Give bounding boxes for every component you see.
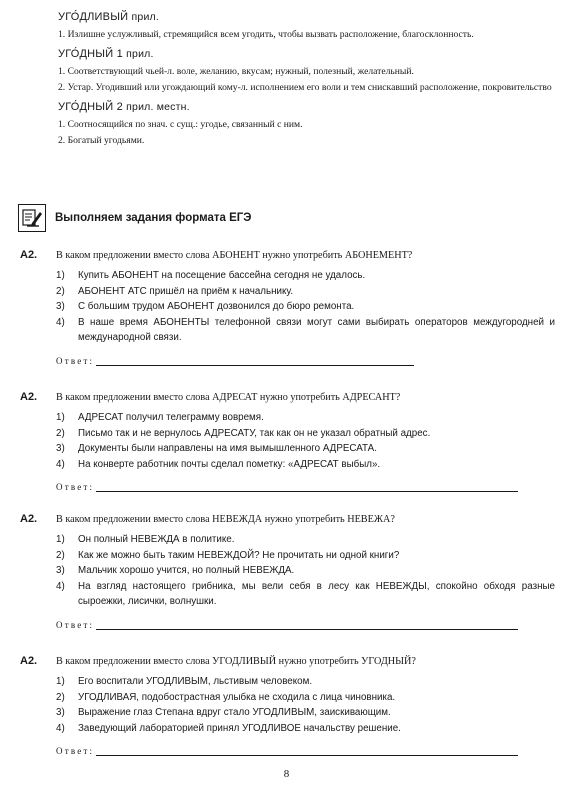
- option-number: 4): [56, 722, 65, 734]
- answer-options: [20, 410, 555, 472]
- answer-option: [56, 548, 555, 564]
- answer-label: Ответ:: [56, 619, 95, 630]
- answer-blank[interactable]: [96, 745, 518, 756]
- option-number: 4): [56, 316, 65, 328]
- option-number: 1): [56, 270, 65, 281]
- option-number: 3): [56, 565, 65, 576]
- task-question: В каком предложении вместо слова УГОДЛИВЫЙ нужно употребить УГОДНЫЙ?: [56, 656, 416, 667]
- answer-option: [56, 268, 555, 284]
- entry-headword: [58, 47, 556, 61]
- entry-sense: 1. Соотносящийся по знач. с сущ.: угодье, связанный с ним.: [58, 119, 303, 130]
- option-number: 2): [56, 691, 65, 703]
- answer-option: [56, 532, 555, 548]
- task-item: [20, 391, 555, 492]
- answer-label: Ответ:: [56, 355, 95, 366]
- answer-option: [56, 579, 555, 610]
- option-number: 3): [56, 443, 65, 454]
- headword-text: УГО́ДНЫЙ 1: [58, 48, 123, 60]
- option-text: Он полный НЕВЕЖДА в политике.: [78, 534, 235, 545]
- option-text: Заведующий лабораторией принял УГОДЛИВОЕ начальству решение.: [78, 722, 401, 734]
- answer-option: [56, 410, 555, 426]
- answer-line: [20, 742, 555, 756]
- option-text: Купить АБОНЕНТ на посещение бассейна сегодня не удалось.: [78, 270, 366, 281]
- answer-option: [56, 674, 555, 690]
- answer-option: [56, 299, 555, 315]
- task-number: А2.: [20, 513, 38, 525]
- answer-option: [56, 284, 555, 300]
- answer-line: [20, 352, 555, 366]
- answer-options: [20, 674, 555, 736]
- option-number: 1): [56, 412, 65, 423]
- option-text: В наше время АБОНЕНТЫ телефонной связи могут сами выбирать операторов междугородней и международной связи.: [78, 316, 555, 343]
- dictionary-entry: [36, 10, 556, 41]
- part-of-speech: прил.: [126, 48, 154, 60]
- answer-line: [20, 478, 555, 492]
- option-text: На конверте работник почты сделал пометку: «АДРЕСАТ выбыл».: [78, 458, 381, 470]
- option-text: УГОДЛИВАЯ, подобострастная улыбка не сходила с лица чиновника.: [78, 691, 396, 703]
- answer-option: [56, 441, 555, 457]
- answer-options: [20, 268, 555, 346]
- task-question: В каком предложении вместо слова АДРЕСАТ нужно употребить АДРЕСАНТ?: [56, 392, 401, 403]
- answer-label: Ответ:: [56, 746, 95, 756]
- option-text: Как же можно быть таким НЕВЕЖДОЙ? Не прочитать ни одной книги?: [78, 549, 400, 561]
- task-number: А2.: [20, 249, 38, 261]
- option-number: 4): [56, 580, 65, 592]
- answer-options: [20, 532, 555, 610]
- task-item: [20, 249, 555, 366]
- part-of-speech: прил.: [131, 11, 159, 23]
- dictionary-entry: [36, 100, 556, 147]
- answer-option: [56, 705, 555, 721]
- answer-option: [56, 426, 555, 442]
- dictionary-entries: [36, 10, 556, 153]
- task-header: [20, 249, 555, 265]
- option-text: Документы были направлены на имя вымышленного АДРЕСАТА.: [78, 443, 377, 454]
- task-header: [20, 655, 555, 671]
- answer-blank[interactable]: [96, 355, 414, 366]
- task-header: [20, 391, 555, 407]
- option-number: 3): [56, 301, 65, 312]
- part-of-speech: прил. местн.: [126, 101, 190, 113]
- answer-option: [56, 563, 555, 579]
- answer-option: [56, 315, 555, 346]
- answer-label: Ответ:: [56, 482, 95, 492]
- option-text: Мальчик хорошо учится, но полный НЕВЕЖДА.: [78, 565, 295, 576]
- option-text: АДРЕСАТ получил телеграмму вовремя.: [78, 412, 264, 423]
- dictionary-entry: [36, 47, 556, 94]
- task-item: [20, 655, 555, 756]
- option-number: 1): [56, 534, 65, 545]
- entry-headword: [58, 10, 556, 24]
- task-header: [20, 513, 555, 529]
- section-title: Выполняем задания формата ЕГЭ: [55, 212, 252, 224]
- headword-text: УГО́ДЛИВЫЙ: [58, 11, 129, 23]
- answer-blank[interactable]: [96, 619, 518, 630]
- answer-option: [56, 457, 555, 473]
- option-number: 4): [56, 458, 65, 470]
- answer-option: [56, 690, 555, 706]
- option-text: На взгляд настоящего грибника, мы вели себя в лесу как НЕВЕЖДЫ, спокойно обходя разные сыроежки, лисички, волнушки.: [78, 580, 555, 607]
- task-item: [20, 513, 555, 630]
- entry-headword: [58, 100, 556, 114]
- option-text: С большим трудом АБОНЕНТ дозвонился до бюро ремонта.: [78, 301, 355, 312]
- entry-sense: 1. Соответствующий чьей-л. воле, желанию, вкусам; нужный, полезный, желательный.: [58, 66, 414, 77]
- option-text: Письмо так и не вернулось АДРЕСАТУ, так как он не указал обратный адрес.: [78, 427, 431, 439]
- entry-sense: 2. Богатый угодьями.: [58, 135, 145, 146]
- pen-paper-icon: [18, 204, 46, 232]
- option-text: Выражение глаз Степана вдруг стало УГОДЛИВЫМ, заискивающим.: [78, 707, 391, 718]
- answer-option: [56, 721, 555, 737]
- task-question: В каком предложении вместо слова НЕВЕЖДА нужно употребить НЕВЕЖА?: [56, 514, 395, 525]
- page-number: 8: [283, 768, 290, 780]
- option-number: 2): [56, 427, 65, 439]
- headword-text: УГО́ДНЫЙ 2: [58, 101, 123, 113]
- option-number: 3): [56, 707, 65, 718]
- entry-sense: 2. Устар. Угодивший или угождающий кому-л. исполнением его воли и тем снискавший расположение, покровительство: [58, 82, 552, 93]
- option-text: Его воспитали УГОДЛИВЫМ, льстивым человеком.: [78, 676, 313, 687]
- entry-sense: 1. Излишне услужливый, стремящийся всем угодить, чтобы вызвать расположение, благосклонность.: [58, 29, 474, 40]
- answer-blank[interactable]: [96, 481, 518, 492]
- task-number: А2.: [20, 391, 38, 403]
- option-number: 2): [56, 285, 65, 297]
- option-text: АБОНЕНТ АТС пришёл на приём к начальнику.: [78, 285, 294, 297]
- section-heading: [18, 203, 251, 233]
- option-number: 1): [56, 676, 65, 687]
- task-number: А2.: [20, 655, 38, 667]
- task-question: В каком предложении вместо слова АБОНЕНТ нужно употребить АБОНЕМЕНТ?: [56, 250, 413, 261]
- option-number: 2): [56, 549, 65, 561]
- answer-line: [20, 616, 555, 630]
